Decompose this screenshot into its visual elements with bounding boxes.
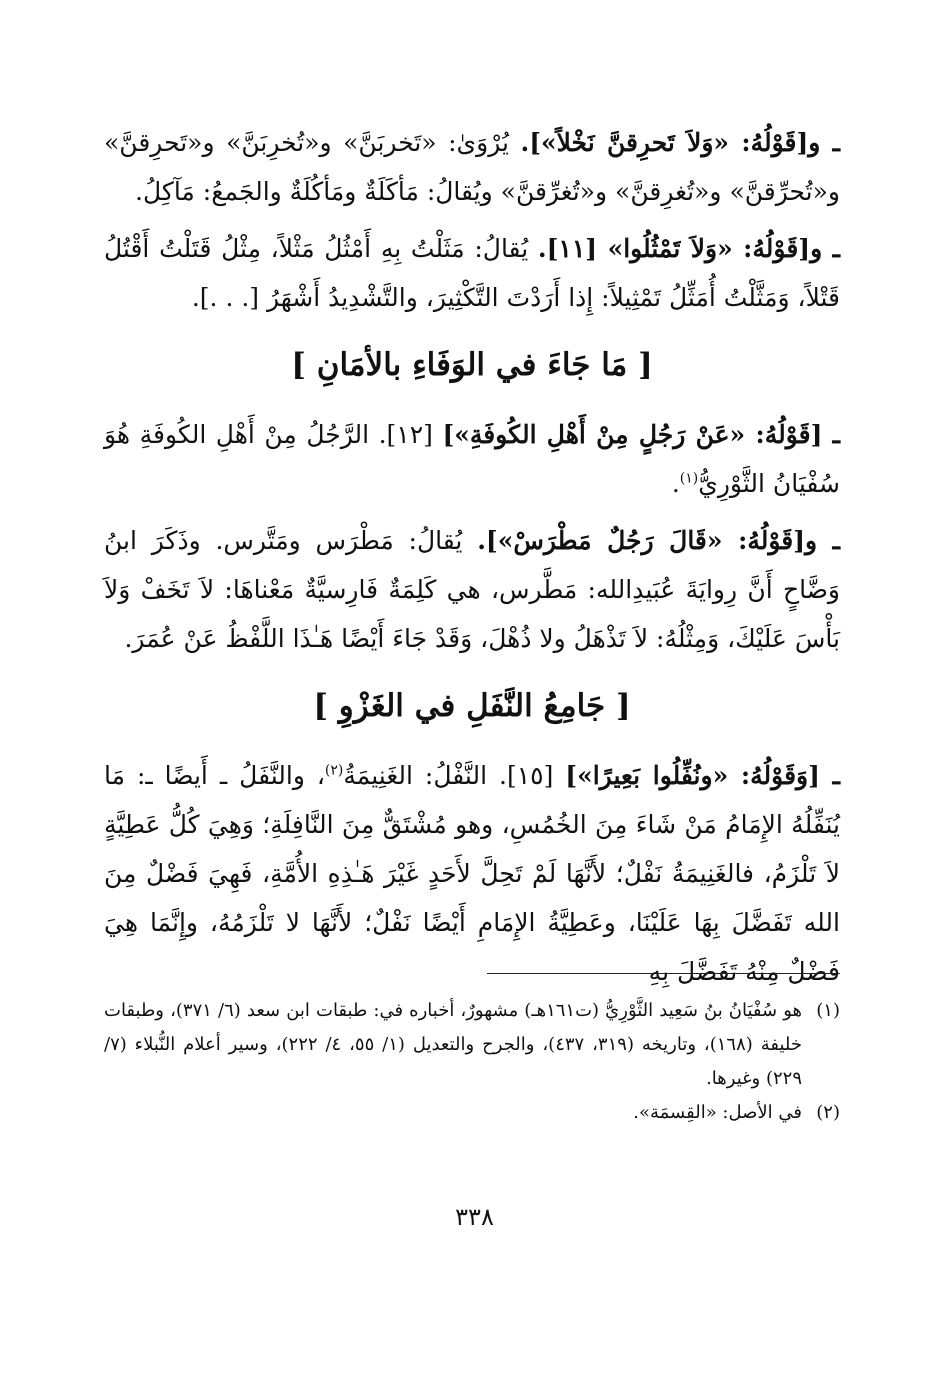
paragraph-lead: ـ و[قَوْلُهُ xyxy=(747,526,840,555)
footnote-ref-2[interactable]: (٢) xyxy=(324,762,344,779)
footnote-divider xyxy=(487,973,840,974)
paragraph-1 xyxy=(104,118,840,216)
footnote-text: في الأصل: «القِسمَة». xyxy=(633,1102,802,1123)
paragraph-quote: : «ونُفِّلُوا بَعِيرًا»] xyxy=(565,761,751,790)
paragraph-text: [١٢]. الرَّجُلُ مِنْ أَهْلِ الكُوفَةِ هُوَ سُفْيَانُ الثَّوْرِيُّ xyxy=(104,420,840,498)
paragraph-text: ، والنَّفَلُ ـ أَيضًا ـ: مَا يُنَفِّلُهُ الإِمَامُ مَنْ شَاءَ مِنَ الخُمُسِ، وهو مُشْتَقٌّ مِنَ النَّافِلَةِ؛ وَهِيَ كُلُّ عَطِيَّةٍ لاَ تَلْزَمُ، فالغَنِيمَةُ نَفْلٌ؛ لأَنَّهَا لَمْ تَحِلَّ لأَحَدٍ غَيْرَ هَـٰذِهِ الأُمَّةِ، فَهِيَ فَضْلٌ مِنَ الله تَفَضَّلَ بِهَا عَلَيْنَا، وعَطِيَّةُ الإِمَامِ أَيْضًا نَفْلٌ؛ لأَنَّهَا لا تَلْزَمُهُ، وإِنَّمَا هِيَ فَضْلٌ مِنْهُ تَفَضَّلَ بِهِ xyxy=(104,761,840,986)
paragraph-3 xyxy=(104,410,840,508)
footnote-1 xyxy=(104,994,840,1096)
paragraph-4 xyxy=(104,516,840,663)
paragraph-lead: ـ [قَوْلُهُ xyxy=(764,420,841,449)
paragraph-quote: : «عَنْ رَجُلٍ مِنْ أَهْلِ الكُوفَةِ»] xyxy=(442,420,765,449)
paragraph-quote: : «قَالَ رَجُلٌ مَطْرَسْ»]. xyxy=(477,526,748,555)
paragraph-text: [١٥]. النَّفْلُ: الغَنِيمَةُ xyxy=(343,761,566,790)
paragraph-5 xyxy=(104,751,840,996)
paragraph-text: يُقالُ: مَثَلْتُ بِهِ أَمْثُلُ مَثْلاً، مِثْلُ قَتَلْتُ أَقْتُلُ قَتْلاً، وَمَثَّلْتُ أُمَثِّلُ تَمْثِيلاً: إِذا أَرَدْتَ التَّكْثِيرَ، والتَّشْدِيدُ أَشْهَرُ [. . .]. xyxy=(104,234,840,312)
paragraph-text: يُقالُ: مَطْرَس ومَتَّرس. وذَكَرَ ابنُ وَضَّاحٍ أَنَّ رِوايَةَ عُبَيدِالله: مَطَّرس، هي كَلِمَةٌ فَارِسيَّةٌ مَعْناهَا: لاَ تَخَفْ وَلاَ بَأْسَ عَلَيْكَ، وَمِثْلُهُ: لاَ تَذْهَلُ ولا ذُهْلَ، وَقَدْ جَاءَ أَيْضًا هَـٰذَا اللَّفْظُ عَنْ عُمَرَ. xyxy=(104,526,840,653)
paragraph-text: يُرْوَىٰ: «تَخربَنَّ» و«تُخرِبَنَّ» و«تَحرِقنَّ» و«تُحرِّقنَّ» و«تُغرِقنَّ» و«تُغرِّقنَّ» ويُقالُ: مَأكَلَةٌ ومَأكُلَةٌ والجَمعُ: مَآكِلُ. xyxy=(104,128,840,206)
footnote-number: (٢) xyxy=(816,1102,840,1123)
paragraph-2 xyxy=(104,224,840,322)
section-heading-safety: [ مَا جَاءَ في الوَفَاءِ بالأمَانِ ] xyxy=(291,347,653,383)
page-number: ٣٣٨ xyxy=(455,1203,494,1231)
paragraph-lead: ـ و[قَوْلُهُ xyxy=(752,234,840,263)
footnotes xyxy=(104,994,840,1130)
paragraph-lead: ـ و[قَوْلُهُ xyxy=(750,128,840,157)
section-heading-spoils: [ جَامِعُ النَّفَلِ في الغَزْوِ ] xyxy=(313,688,631,724)
footnote-number: (١) xyxy=(816,1000,840,1021)
paragraph-lead: ـ [وَقَوْلُهُ xyxy=(750,761,840,790)
paragraph-quote: : «وَلاَ تَحرِقنَّ نَخْلاً»]. xyxy=(520,128,751,157)
footnote-ref-1[interactable]: (١) xyxy=(679,470,699,487)
main-text xyxy=(104,118,840,1004)
footnote-text: هو سُفْيَانُ بنُ سَعِيد الثَّوْرِيُّ (ت١٦١هـ) مشهورٌ، أخباره في: طبقات ابن سعد (٦/ ٣٧١)، وطبقات خليفة (١٦٨)، وتاريخه (٣١٩، ٤٣٧)، والجرح والتعديل (١/ ٥٥، ٤/ ٢٢٢)، وسير أعلام النُّبلاء (٧/ ٢٢٩) وغيرها. xyxy=(104,1000,803,1089)
paragraph-quote: : «وَلاَ تَمْثُلُوا» [١١]. xyxy=(537,234,753,263)
footnote-2 xyxy=(104,1096,840,1130)
paragraph-tail: . xyxy=(671,469,680,498)
